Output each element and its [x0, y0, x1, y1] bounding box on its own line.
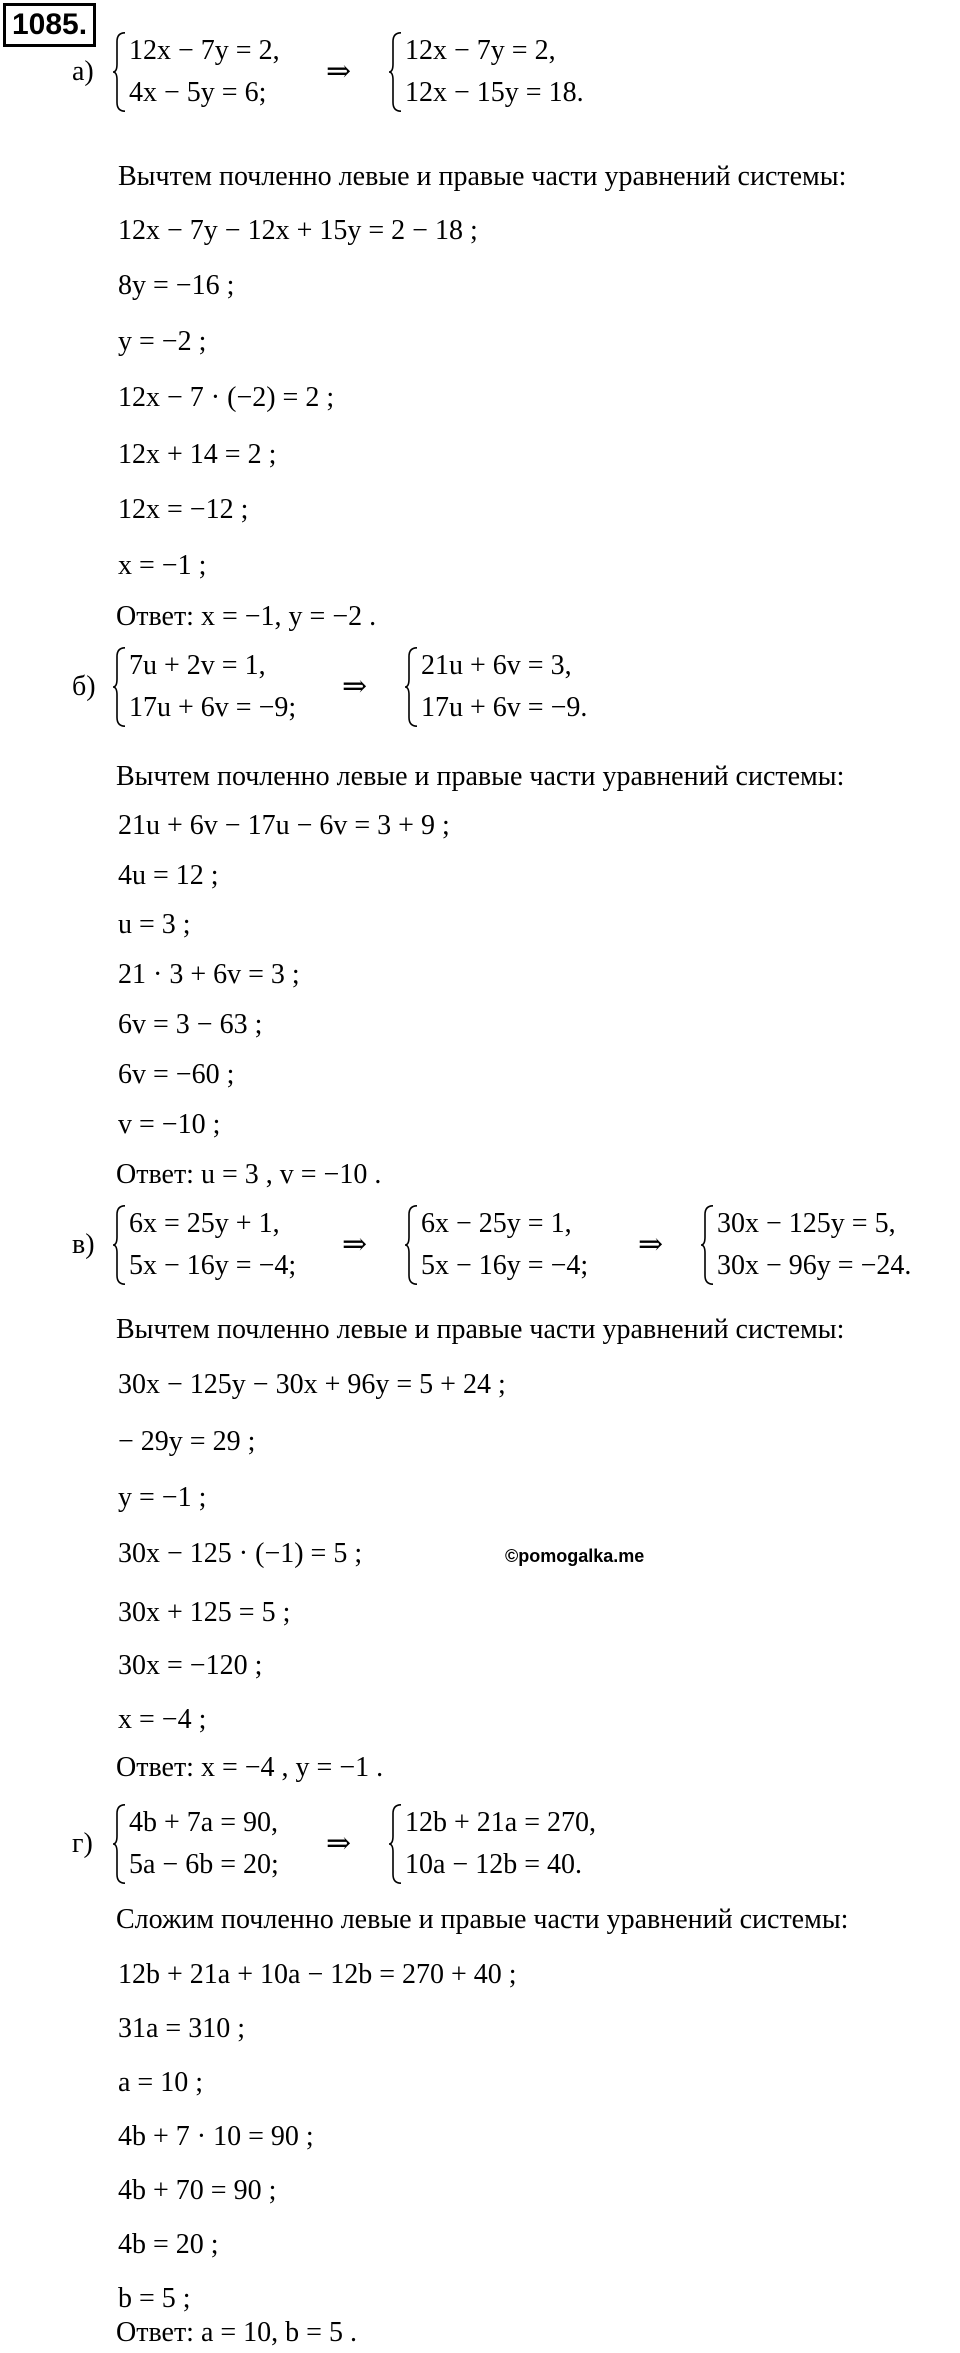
system-g-transformed [388, 1802, 596, 1886]
part-label-b: б) [72, 671, 96, 702]
brace-icon [388, 30, 402, 114]
system-v-original [112, 1203, 296, 1287]
part-label-v: в) [72, 1229, 95, 1260]
step-line: 12b + 21a + 10a − 12b = 270 + 40 ; [118, 1959, 517, 1990]
equation: 7u + 2v = 1, [129, 650, 266, 681]
step-line: x = −1 ; [118, 550, 207, 581]
system-b-transformed [404, 645, 587, 729]
brace-icon [404, 645, 418, 729]
equation: 5x − 16y = −4; [421, 1250, 589, 1281]
equation: 12x − 7y = 2, [405, 35, 556, 66]
equation: 4b + 7a = 90, [129, 1807, 279, 1838]
step-line: 6v = 3 − 63 ; [118, 1009, 263, 1040]
system-v-transformed [700, 1203, 911, 1287]
step-line: 4b + 70 = 90 ; [118, 2175, 277, 2206]
part-label-a: а) [72, 56, 94, 87]
step-line: x = −4 ; [118, 1704, 207, 1735]
instruction-v: Вычтем почленно левые и правые части уравнений системы: [116, 1314, 845, 1345]
step-line: 12x + 14 = 2 ; [118, 439, 277, 470]
equation: 12b + 21a = 270, [405, 1807, 597, 1838]
step-line: 30x − 125y − 30x + 96y = 5 + 24 ; [118, 1369, 506, 1400]
brace-icon [112, 645, 126, 729]
step-line: 30x − 125 · (−1) = 5 ; [118, 1538, 363, 1569]
instruction-b: Вычтем почленно левые и правые части уравнений системы: [116, 761, 845, 792]
implies-arrow: ⇒ [326, 55, 352, 88]
watermark: ©pomogalka.me [505, 1546, 645, 1566]
equation: 10a − 12b = 40. [405, 1849, 583, 1880]
implies-arrow: ⇒ [342, 1228, 368, 1261]
answer-v: Ответ: x = −4 , y = −1 . [116, 1752, 384, 1783]
step-line: 8y = −16 ; [118, 270, 235, 301]
step-line: 4u = 12 ; [118, 860, 219, 891]
answer-b: Ответ: u = 3 , v = −10 . [116, 1159, 382, 1190]
equation: 5x − 16y = −4; [129, 1250, 297, 1281]
step-line: 30x = −120 ; [118, 1650, 263, 1681]
brace-icon [388, 1802, 402, 1886]
problem-number: 1085. [3, 3, 96, 47]
step-line: 31a = 310 ; [118, 2013, 245, 2044]
implies-arrow: ⇒ [326, 1827, 352, 1860]
step-line: 6v = −60 ; [118, 1059, 235, 1090]
brace-icon [112, 1802, 126, 1886]
equation: 30x − 125y = 5, [717, 1208, 896, 1239]
step-line: 4b = 20 ; [118, 2229, 219, 2260]
step-line: 21 · 3 + 6v = 3 ; [118, 959, 300, 990]
answer-a: Ответ: x = −1, y = −2 . [116, 601, 377, 632]
step-line: b = 5 ; [118, 2283, 191, 2314]
step-line: − 29y = 29 ; [118, 1426, 256, 1457]
implies-arrow: ⇒ [342, 670, 368, 703]
equation: 21u + 6v = 3, [421, 650, 572, 681]
system-g-original [112, 1802, 279, 1886]
equation: 30x − 96y = −24. [717, 1250, 912, 1281]
equation: 6x = 25y + 1, [129, 1208, 280, 1239]
part-label-g: г) [72, 1828, 93, 1859]
system-v-intermediate [404, 1203, 588, 1287]
step-line: a = 10 ; [118, 2067, 203, 2098]
brace-icon [112, 1203, 126, 1287]
step-line: 4b + 7 · 10 = 90 ; [118, 2121, 314, 2152]
equation: 17u + 6v = −9; [129, 692, 297, 723]
instruction-a: Вычтем почленно левые и правые части уравнений системы: [118, 161, 847, 192]
step-line: 12x − 7 · (−2) = 2 ; [118, 382, 335, 413]
step-line: 30x + 125 = 5 ; [118, 1597, 291, 1628]
equation: 12x − 7y = 2, [129, 35, 280, 66]
equation: 12x − 15y = 18. [405, 77, 584, 108]
step-line: y = −1 ; [118, 1482, 207, 1513]
brace-icon [112, 30, 126, 114]
equation: 5a − 6b = 20; [129, 1849, 279, 1880]
step-line: 12x − 7y − 12x + 15y = 2 − 18 ; [118, 215, 478, 246]
implies-arrow: ⇒ [638, 1228, 664, 1261]
equation: 4x − 5y = 6; [129, 77, 267, 108]
brace-icon [700, 1203, 714, 1287]
brace-icon [404, 1203, 418, 1287]
step-line: y = −2 ; [118, 326, 207, 357]
equation: 6x − 25y = 1, [421, 1208, 572, 1239]
instruction-g: Сложим почленно левые и правые части уравнений системы: [116, 1904, 849, 1935]
system-b-original [112, 645, 296, 729]
step-line: u = 3 ; [118, 909, 191, 940]
system-a-original [112, 30, 280, 114]
system-a-transformed [388, 30, 584, 114]
answer-g: Ответ: a = 10, b = 5 . [116, 2317, 357, 2348]
equation: 17u + 6v = −9. [421, 692, 588, 723]
step-line: 21u + 6v − 17u − 6v = 3 + 9 ; [118, 810, 450, 841]
step-line: v = −10 ; [118, 1109, 221, 1140]
step-line: 12x = −12 ; [118, 494, 249, 525]
